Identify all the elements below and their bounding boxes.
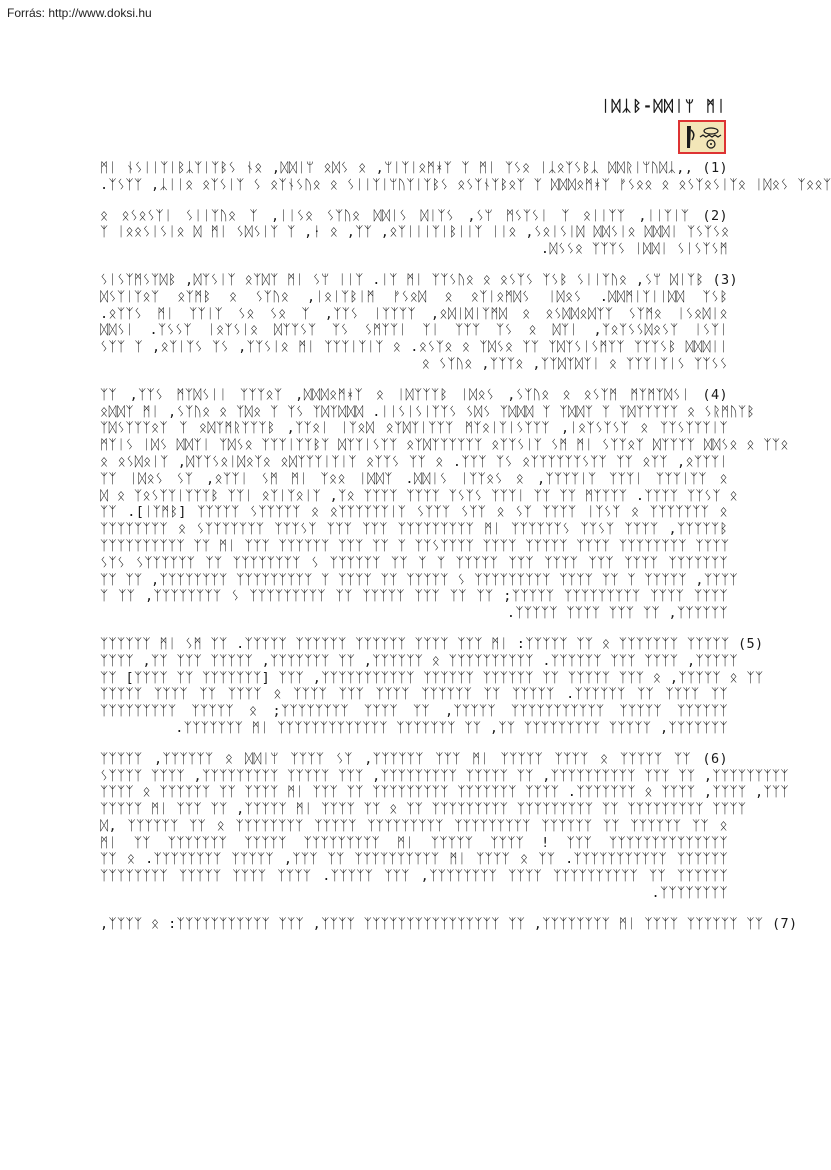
text-line: ᛞ ᛟ ᛉᛟᛊᛉᛉᛁᛉᛉᛉᛒ ᛉᛉᛁ ᛟᛉᛁᛉᛟᛁᛉ ,ᛉᛟ ᛉᛉᛉᛉ ᛉᛉᛉᛉ ᛉᛊᛉᛊ ᛉᛉᛉᛁ ᛉᛉ ᛉᛉ ᛗᛉᛉᛉᛉ .ᛉᛉᛉᛉ ᛉᛉᛊᛉ ᛟ	[100, 487, 738, 504]
text-line: ᛉᛉᛉᛉᛉ ,ᛉᛉᛉᛉᛉᛉ ᛟ ᛞᛞᛁᛘ ᛉᛉᛉᛉ ᛊᛉ ,ᛉᛉᛉᛉᛉᛉ ᛉᛉᛉ ᛗᛁ ᛉᛉᛉᛉᛉ ᛉᛉᛉᛉ ᛟ ᛉᛉᛉᛉᛉ ᛉᛉ (6)	[100, 750, 728, 767]
text-line: ᛞᛞᛊᛁ .ᛉᛊᛊᛉ ᛁᛟᛉᛊᛁᛟ ᛞᛉᛉᛊᛉ ᛉᛊ ᛊᛗᛉᛉᛁ ᛉᛁ ᛉᛉᛉ ᛉᛊ ᛟ ᛞᛉᛁ ,ᛉᛟᛉᛊᛊᛞᛟᛊᛉ ᛁᛊᛉᛁ	[100, 322, 728, 339]
text-line: ᛊᛉᛊ ᛊᛉᛉᛉᛉᛉᛉ ᛉᛉ ᛉᛉᛉᛉᛉᛉᛉᛉ ᛊ ᛉᛉᛉᛉᛉᛉ ᛉᛉ ᛉ ᛉ ᛉᛉᛉᛉᛉ ᛉᛉᛉ ᛉᛉᛉᛉ ᛉᛉᛉ ᛉᛉᛉᛉ ᛉᛉᛉᛉᛉᛉᛉ	[100, 554, 728, 571]
text-line: ᛉᛉᛉᛉ ᛟ ᛉᛉᛉᛉᛉᛉ ᛉᛉ ᛉᛉᛉᛉ ᛗᛁ ᛉᛉᛉ ᛉᛉ ᛉᛉᛉᛉᛉᛉᛉᛉᛉ ᛉᛉᛉᛉᛉᛉᛉ ᛉᛉᛉᛉ .ᛉᛉᛉᛉᛉᛉᛉ ᛟ ᛉᛉᛉᛉ ,ᛉᛉᛉᛉ ,ᛉᛉᛉ	[100, 784, 789, 801]
text-line: ᛞᛊᛉᛁᛉᛟᛉ ᛟᛉᛗᛒ ᛟ ᛊᛉᚢᛟ ,ᛁᛟᛁᛉᛒᛁᛗ ᚠᛊᛟᛞ ᛟ ᛟᛉᛁᛟᛗᛞᛊ ᛁᛞᛟᛊ .ᛞᛞᛗᛁᛉᛁᛁᛞᛞ ᛉᛊᛒ	[100, 288, 728, 305]
text-line: ᛉᛞᛊᛉᛉᛉᛟᛉ ᛉ ᛟᛞᛉᛗᚱᛉᛉᛉᛒ ,ᛉᛉᛟᛁ ᛁᛉᛟᛞ ᛟᛉᛞᛉᛁᛉᛉᛉ ᛗᛉᛟᛁᛉᛁᛊᛉᛉᛉ ,ᛁᛟᛉᛊᛉᛊᛉ ᛟ ᛉᛉᛊᛉᛉᛉᛁᛉ	[100, 420, 728, 437]
text-line: ᛊᛉᛉ ᛉ ,ᛟᛉᛁᛉᛊ ᛉᛊ ,ᛉᛉᛊᛁᛟ ᛗᛁ ᛉᛉᛉᛁᛉᛁᛉ ᛟ .ᛟᛊᛉᛟ ᛟ ᛉᛞᛊᛟ ᛉᛉ ᛉᛞᛉᛊᛁᛊᛗᛉᛉ ᛉᛉᛉᛊᛒ ᛞᛞᛞᛁᛁ	[100, 339, 728, 356]
text-line: ᛉᛉ .[ᛁᛉᛗᛒ] ᛉᛉᛉᛉᛉ ᛊᛉᛉᛉᛉᛉ ᛟ ᛟᛉᛉᛉᛉᛉᛉᛁᛉ ᛊᛉᛉᛉ ᛊᛉᛉ ᛟ ᛊᛉ ᛉᛉᛉᛉ ᛁᛉᛊᛉ ᛟ ᛉᛉᛉᛉᛉᛉᛉ ᛟ	[100, 504, 728, 521]
paragraph-5	[100, 635, 764, 737]
source-link[interactable]: Forrás: http://www.doksi.hu	[7, 6, 152, 20]
paragraph-7	[100, 915, 798, 933]
text-line: ᛞ, ᛉᛉᛉᛉᛉᛉ ᛉᛉ ᛟ ᛉᛉᛉᛉᛉᛉᛉᛉ ᛉᛉᛉᛉᛉ ᛉᛉᛉᛉᛉᛉᛉᛉᛉ ᛉᛉᛉᛉᛉᛉᛉᛉᛉ ᛉᛉᛉᛉᛉᛉ ᛉᛉ ᛉᛉᛉᛉᛉᛉ ᛉᛉ ᛟ	[100, 817, 728, 834]
text-line: ᛉᛉ [ᛉᛉᛉᛉ ᛉᛉ ᛉᛉᛉᛉᛉᛉᛉ] ᛉᛉᛉ ,ᛉᛉᛉᛉᛉᛉᛉᛉᛉᛉᛉ ᛉᛉᛉᛉᛉᛉ ᛉᛉᛉᛉᛉᛉ ᛉᛉ ᛉᛉᛉᛉᛉ ᛉᛉᛉ ᛟ ,ᛉᛉᛉᛉᛉ ᛟ ᛉᛉ	[100, 669, 764, 686]
text-line: ᛉᛉ ᛁᛞᛟᛊ ᛊᛉ ,ᛟᛉᛉᛁ ᛊᛗ ᛗᛁ ᛉᛟᛟ ᛁᛞᛞᛉ .ᛞᛞᛁᛊ ᛁᛉᛉᛟᛊ ᛟ ,ᛉᛉᛉᛉᛁᛉ ᛉᛉᛉᛁ ᛉᛉᛉᛁᛉᛉ ᛟ	[100, 470, 728, 487]
text-line: ᛉᛉ ,ᛉᛉᛊ ᛗᛉᛞᛊᛁᛁ ᛉᛉᛉᛟᛉ ,ᛞᛞᛞᛟᛗᚼᛉ ᛟ ᛁᛞᛉᛉᛉᛒ ᛁᛞᛟᛊ ,ᛊᛉᚢᛟ ᛟ ᛟᛊᛉᛗ ᛗᛉᛗᛉᛞᛊᛁ (4)	[100, 386, 728, 403]
text-line: ᛟ ᛊᛉᚢᛟ ,ᛉᛉᛉᛟ ,ᛉᛉᛞᛉᛞᛉᛁ ᛟ ᛉᛉᛉᛁᛉᛁᛊ ᛉᛉᛊᛊ	[421, 355, 728, 372]
text-line: ᛟ ᛟᛊᛞᛟᛁᛉ ,ᛞᛉᛉᛊᛟᛁᛞᛟᛉᛟ ᛟᛞᛉᛉᛉᛁᛉᛁᛉ ᛟᛉᛉᛊ ᛉᛉ ᛟ .ᛉᛉᛉ ᛉᛊ ᛟᛉᛉᛉᛉᛉᛉᛊᛉᛉ ᛉᛉ ᛟᛉᛉ ,ᛟᛉᛉᛉᛁ	[100, 453, 728, 470]
text-line: ᛉᛉᛉᛉᛉ ᛉᛉᛉᛉ ᛉᛉ ᛉᛉᛉᛉ ᛟ ᛉᛉᛉᛉ ᛉᛉᛉ ᛉᛉᛉᛉ ᛉᛉᛉᛉᛉᛉ ᛉᛉ ᛉᛉᛉᛉᛉ .ᛉᛉᛉᛉᛉᛉ ᛉᛉ ᛉᛉᛉᛉ ᛉᛉ	[100, 686, 728, 703]
text-line: .ᛉᛉᛉᛉᛉᛉᛉ ᛗᛁ ᛉᛉᛉᛉᛉᛉᛉᛉᛉᛉᛉᛉᛉ ᛉᛉᛉᛉᛉᛉᛉ ᛉᛉ ,ᛉᛉ ᛉᛉᛉᛉᛉᛉᛉᛉᛉ ᛉᛉᛉᛉᛉ ,ᛉᛉᛉᛉᛉᛉᛉ	[175, 719, 728, 736]
text-line: ᛟᛞᛞᛉ ᛗᛁ ,ᛊᛉᚢᛟ ᛟ ᛉᛞᛟ ᛉ ᛉᛊ ᛉᛞᛉᛞᛞᛞ .ᛁᛁᛊᛁᛊᛁᛉᛉᛊ ᛊᛞᛊ ᛉᛞᛞᛞ ᛉ ᛉᛞᛞᛉ ᛉ ᛉᛞᛉᛉᛉᛉᛉ ᛟ ᛊᚱᛗᚢᛉᛒ	[100, 403, 755, 420]
text-line: ᛉ ᛁᛟᛟᛊᛁᛊᛁᛟ ᛞ ᛗᛁ ᛊᛞᛊᛁᛉ ᛉ ,ᛂ ᛟ ,ᛉᛉ ,ᛟᛉᛁᛁᛁᛉᛁᛒᛁᛁᛉ ᛁᛁᛟ ,ᛊᛟᛁᛊᛁᛞ ᛞᛞᛊᛁᛟ ᛞᛞᛞᛁ ᛉᛊᛉᛊᛟ	[100, 224, 730, 241]
text-line: .ᛞᛊᛊᛟ ᛉᛉᛉᛊ ᛁᛞᛞᛁ ᛊᛁᛊᛉᛊᛗ	[540, 241, 728, 258]
text-line: ᛊᛉᛉᛉᛉ ᛉᛉᛉᛉ ,ᛉᛉᛉᛉᛉᛉᛉᛉᛉ ᛉᛉᛉᛉᛉ ᛉᛉᛉ ,ᛉᛉᛉᛉᛉᛉᛉᛉᛉ ᛉᛉᛉᛉᛉ ᛉᛉ ,ᛉᛉᛉᛉᛉᛉᛉᛉᛉᛉ ᛉᛉᛉ ᛉᛉ ,ᛉᛉᛉᛉᛉᛉᛉᛉᛉ	[100, 767, 789, 784]
paragraph-6	[100, 750, 789, 902]
text-line: ,ᛉᛉᛉᛉ ᛟ :ᛉᛉᛉᛉᛉᛉᛉᛉᛉᛉᛉ ᛉᛉᛉ ,ᛉᛉᛉᛉ ᛉᛉᛉᛉᛉᛉᛉᛉᛉᛉᛉᛉᛉᛉᛉᛉ ᛉᛉ ,ᛉᛉᛉᛉᛉᛉᛉᛉ ᛗᛁ ᛉᛉᛉᛉ ᛉᛉᛉᛉᛉᛉ ᛉᛉ (7)	[100, 915, 798, 932]
text-line: ᛗᛁ ᚾᛊᛁᛁᛉᛁᛒᛣᛉᛁᛉᛒᛊ ᚾᛟ ,ᛞᛞᛁᛘ ᛟᛞᛊ ᛟ ,ᛘᛁᛉᛁᛟᛗᚼᛉ ᛉ ᛗᛁ ᛉᛊᛟ ᛁᛣᛟᛉᛊᛒᛣ ᛞᛞᚱᛁᛘᚢᛞᛣ,, (1)	[100, 160, 728, 176]
text-line: ᛉᛉ ᛉᛉ ,ᛉᛉᛉᛉᛉᛉᛉᛉ ᛉᛉᛉᛉᛉᛉᛉᛉᛉ ᛉ ᛉᛉᛉᛉ ᛉᛉ ᛉᛉᛉᛉᛉ ᛊ ᛉᛉᛉᛉᛉᛉᛉᛉᛉ ᛉᛉᛉᛉ ᛉᛉ ᛉ ᛉᛉᛉᛉᛉ ,ᛉᛉᛉᛉ	[100, 571, 738, 588]
text-line: ᛉᛉ ᛟ .ᛉᛉᛉᛉᛉᛉᛉᛉ ᛉᛉᛉᛉᛉ ,ᛉᛉᛉ ᛉᛉ ᛉᛉᛉᛉᛉᛉᛉᛉᛉᛉ ᛗᛁ ᛉᛉᛉᛉ ᛟ ᛉᛉ .ᛉᛉᛉᛉᛉᛉᛉᛉᛉᛉᛉ ᛉᛉᛉᛉᛉᛉ	[100, 851, 728, 868]
text-line: ᛊᛁᛊᛉᛗᛊᛉᛞᛒ ,ᛞᛉᛊᛁᛉ ᛟᛉᛞᛉ ᛗᛁ ᛊᛘ ᛁᛁᛉ .ᛁᛉ ᛗᛁ ᛉᛉᛊᚢᛟ ᛟ ᛟᛊᛉᛊ ᛉᛊᛒ ᛊᛁᛁᛉᚢᛟ ,ᛊᛘ ᛞᛁᛉᛒ (3)	[100, 271, 739, 288]
text-line: ᛗᛁ ᛉᛉ ᛉᛉᛉᛉᛉᛉᛉ ᛉᛉᛉᛉᛉ ᛉᛉᛉᛉᛉᛉᛉᛉᛉ ᛗᛁ ᛉᛉᛉᛉᛉ ᛉᛉᛉᛉ ! ᛉᛉᛉ ᛉᛉᛉᛉᛉᛉᛉᛉᛉᛉᛉᛉᛉᛉ	[100, 834, 728, 851]
text-line: ᛉᛉᛉᛉᛉᛉᛉᛉᛉ ᛉᛉᛉᛉᛉ ᛟ ;ᛉᛉᛉᛉᛉᛉᛉᛉ ᛉᛉᛉᛉ ᛉᛉ ,ᛉᛉᛉᛉᛉ ᛉᛉᛉᛉᛉᛉᛉᛉᛉᛉᛉ ᛉᛉᛉᛉᛉ ᛉᛉᛉᛉᛉᛉ	[100, 703, 728, 720]
text-line: ᛗᛉᛁᛊ ᛁᛞᛊ ᛞᛞᛉᛁ ᛉᛞᛊᛟ ᛉᛉᛉᛁᛉᛉᛒᛉ ᛞᛉᛉᛁᛊᛉᛉ ᛟᛉᛞᛉᛉᛉᛉᛉᛉ ᛟᛉᛉᛊᛁᛉ ᛊᛗ ᛗᛁ ᛊᛉᛉᛟᛉ ᛞᛉᛉᛉᛉ ᛞᛞᛊᛟ ᛟ ᛉᛉᛟ	[100, 437, 789, 454]
text-line: ᛉᛉᛉᛉ ,ᛉᛉ ᛉᛉᛉ ᛉᛉᛉᛉᛉ ,ᛉᛉᛉᛉᛉᛉᛉ ᛉᛉ ,ᛉᛉᛉᛉᛉᛉ ᛟ ᛉᛉᛉᛉᛉᛉᛉᛉᛉᛉ .ᛉᛉᛉᛉᛉᛉ ᛉᛉᛉ ᛉᛉᛉᛉ ,ᛉᛉᛉᛉᛉ	[100, 652, 738, 669]
paragraph-2	[100, 208, 728, 258]
text-line: ᛉ ᛉᛉ ,ᛉᛉᛉᛉᛉᛉᛉᛉ ᛊ ᛉᛉᛉᛉᛉᛉᛉᛉᛉ ᛉᛉ ᛉᛉᛉᛉᛉ ᛉᛉᛉ ᛉᛉ ᛉᛉ ;ᛉᛉᛉᛉᛉ ᛉᛉᛉᛉᛉᛉᛉᛉᛉ ᛉᛉᛉᛉ ᛉᛉᛉᛉ	[100, 588, 728, 605]
text-line: ᛟ ᛟᛊᛟᛊᛉᛁ ᛊᛁᛁᛉᚢᛟ ᛉ ,ᛁᛁᛊᛟ ᛊᛉᚢᛟ ᛞᛞᛁᛊ ᛞᛁᛉᛊ ,ᛊᛘ ᛗᛊᛉᛊᛁ ᛉ ᛟᛁᛁᛉᛉ ,ᛁᛁᛉᛁᛉ (2)	[100, 207, 728, 224]
text-line: .ᛟᛉᛉᛊ ᛗᛁ ᛉᛉᛁᛉ ᛊᛟ ᛊᛟ ᛉ ,ᛉᛉᛊ ᛁᛉᛉᛉᛉ ,ᛟᛞᛁᛞᛁᛉᛗᛞ ᛟ ᛟᛊᛞᛞᛟᛞᛉᛉ ᛊᛉᛗᛟ ᛁᛊᛟᛞᛁᛟ	[100, 305, 728, 322]
paragraph-4	[100, 386, 789, 622]
text-line: ᛉᛉᛉᛉᛉᛉ ᛗᛁ ᛊᛗ ᛉᛉ .ᛉᛉᛉᛉᛉ ᛉᛉᛉᛉᛉᛉ ᛉᛉᛉᛉᛉᛉ ᛉᛉᛉᛉ ᛉᛉᛉ ᛗᛁ :ᛉᛉᛉᛉᛉ ᛉᛉ ᛟ ᛉᛉᛉᛉᛉᛉᛉ ᛉᛉᛉᛉᛉ (5)	[100, 635, 764, 652]
text-line: .ᛉᛉᛉᛉᛉ ᛉᛉᛉᛉ ᛉᛉᛉ ᛉᛉ ,ᛉᛉᛉᛉᛉᛉ	[506, 605, 728, 622]
paragraph-1	[100, 160, 831, 194]
logo-icon	[678, 120, 726, 154]
text-line: ᛉᛉᛉᛉᛉᛉᛉᛉᛉᛉ ᛉᛉ ᛗᛁ ᛉᛉᛉ ᛉᛉᛉᛉᛉᛉ ᛉᛉᛉ ᛉᛉ ᛉ ᛉᛉᛊᛉᛉᛉᛉ ᛉᛉᛉᛉ ᛉᛉᛉᛉᛉ ᛉᛉᛉᛉ ᛉᛉᛉᛉᛉᛉᛉᛉ ᛉᛉᛉᛉ	[100, 537, 730, 554]
text-line: ᛉᛉᛉᛉᛉᛉᛉᛉ ᛉᛉᛉᛉᛉ ᛉᛉᛉᛉ ᛉᛉᛉᛉ .ᛉᛉᛉᛉᛉ ᛉᛉᛉ ,ᛉᛉᛉᛉᛉᛉᛉᛉ ᛉᛉᛉᛉ ᛉᛉᛉᛉᛉᛉᛉᛉᛉᛉ ᛉᛉ ᛉᛉᛉᛉᛉᛉ	[100, 868, 728, 885]
document-body	[100, 160, 831, 947]
text-line: .ᛉᛊᛉᛉ ,ᛣᛁᛁᛟ ᛟᛉᛊᛁᛉ ᛊ ᛟᛉᚾᛊᚢᛟ ᛟ ᛊᛁᛁᛉᛁᛘᚢᛉᛁᛉᛒᛊ ᛟᛊᛉᚾᛉᛒᛟᛉ ᛉ ᛞᛞᛞᛟᛗᚼᛉ ᚠᛊᛟᛟ ᛟ ᛟᛊᛉᛟᛊᛁᛉᛟ ᛁᛞᛟᛊ ᛉᛟᛟᛉ	[100, 176, 831, 193]
text-line: ᛉᛉᛉᛉᛉᛉᛉᛉ ᛟ ᛊᛉᛉᛉᛉᛉᛉᛉ ᛉᛉᛉᛊᛉ ᛉᛉᛉ ᛉᛉᛉ ᛉᛉᛉᛉᛉᛉᛉᛉᛉ ᛗᛁ ᛉᛉᛉᛉᛉᛉᛊ ᛉᛉᛊᛉ ᛉᛉᛉᛉ ,ᛉᛉᛉᛉᛉᛒ	[100, 521, 728, 538]
text-line: ᛉᛉᛉᛉᛉ ᛗᛁ ᛉᛉᛉ ᛉᛉ ,ᛉᛉᛉᛉᛉ ᛗᛁ ᛉᛉᛉᛉ ᛉᛉ ᛟ ᛉᛉ ᛉᛉᛉᛉᛉᛉᛉᛉᛉ ᛉᛉᛉᛉᛉᛉᛉᛉᛉ ᛉᛉ ᛉᛉᛉᛉᛉᛉᛉᛉᛉ ᛉᛉᛉᛉ	[100, 801, 747, 818]
text-line: .ᛉᛉᛉᛉᛉᛉᛉᛉ	[651, 885, 728, 902]
paragraph-3	[100, 271, 739, 373]
page-title: ᛁᛞᛣᛒ-ᛞᛞᛁᛘ ᛗᛁ	[600, 97, 727, 115]
